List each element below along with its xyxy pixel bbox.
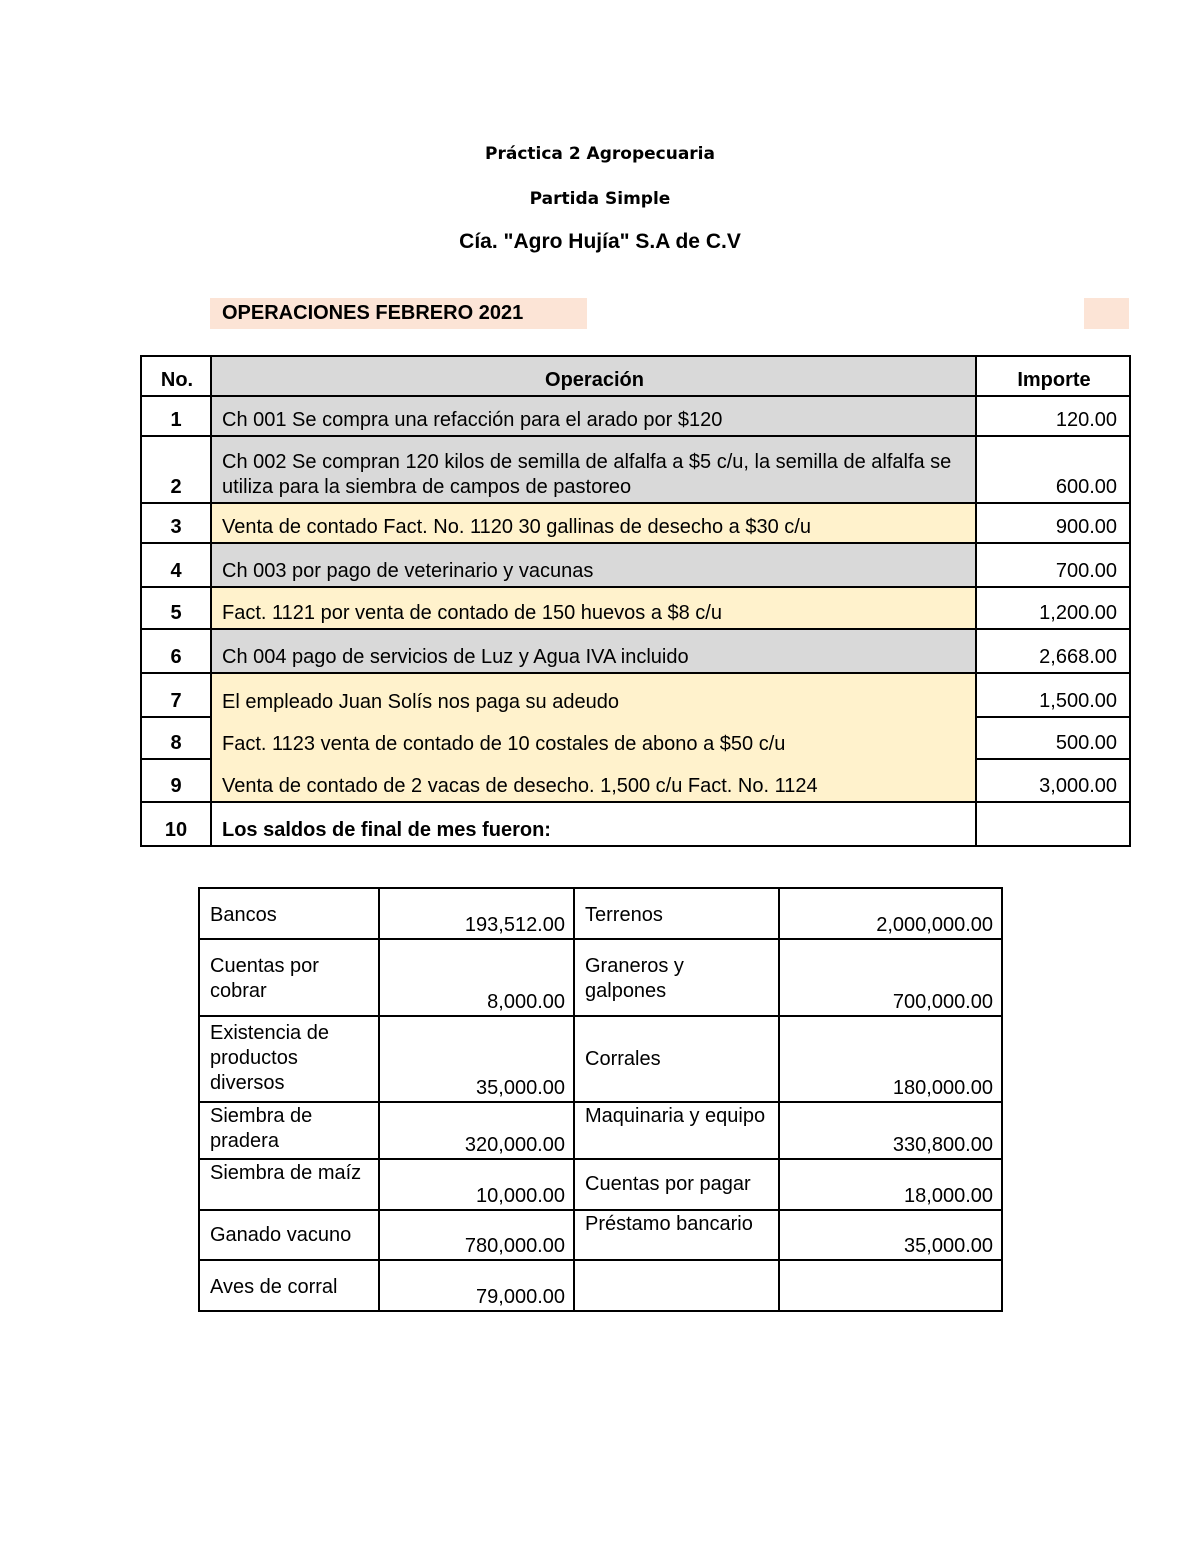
account-label: Aves de corral (199, 1260, 379, 1311)
column-header-no: No. (141, 356, 211, 396)
operation-amount: 120.00 (976, 396, 1130, 436)
account-value: 2,000,000.00 (779, 888, 1002, 939)
column-header-operation: Operación (211, 356, 976, 396)
table-row (199, 1159, 1002, 1210)
table-header-row (141, 356, 1130, 396)
table-row (141, 717, 1130, 759)
operation-amount: 600.00 (976, 436, 1130, 503)
operation-amount: 2,668.00 (976, 629, 1130, 673)
account-label: Cuentas por pagar (574, 1159, 779, 1210)
table-row (141, 673, 1130, 717)
table-row (199, 1102, 1002, 1159)
account-label: Existencia de productos diversos (199, 1016, 379, 1102)
table-row (141, 759, 1130, 802)
operation-number: 1 (141, 396, 211, 436)
operation-description: Ch 004 pago de servicios de Luz y Agua IVA incluido (211, 629, 976, 673)
account-label: Maquinaria y equipo (574, 1102, 779, 1159)
operation-amount: 1,200.00 (976, 587, 1130, 629)
table-row (141, 802, 1130, 846)
account-value: 18,000.00 (779, 1159, 1002, 1210)
operation-amount (976, 802, 1130, 846)
account-value: 8,000.00 (379, 939, 574, 1016)
table-row (199, 939, 1002, 1016)
operation-description: Ch 003 por pago de veterinario y vacunas (211, 543, 976, 587)
operation-number: 9 (141, 759, 211, 802)
table-row (199, 1260, 1002, 1311)
balances-table (198, 887, 1003, 1312)
account-value: 780,000.00 (379, 1210, 574, 1260)
account-label (574, 1260, 779, 1311)
operation-description: Venta de contado de 2 vacas de desecho. 1,500 c/u Fact. No. 1124 (211, 759, 976, 802)
account-value (779, 1260, 1002, 1311)
operation-description: Venta de contado Fact. No. 1120 30 gallinas de desecho a $30 c/u (211, 503, 976, 543)
company-name: Cía. "Agro Hujía" S.A de C.V (459, 230, 741, 253)
operation-number: 2 (141, 436, 211, 503)
highlight-swatch (1084, 298, 1129, 329)
operation-number: 4 (141, 543, 211, 587)
operation-description: El empleado Juan Solís nos paga su adeudo (211, 673, 976, 717)
account-value: 330,800.00 (779, 1102, 1002, 1159)
operation-amount: 1,500.00 (976, 673, 1130, 717)
operation-description: Fact. 1121 por venta de contado de 150 huevos a $8 c/u (211, 587, 976, 629)
operation-amount: 900.00 (976, 503, 1130, 543)
operation-number: 3 (141, 503, 211, 543)
page-subtitle: Partida Simple (529, 189, 671, 209)
operation-amount: 700.00 (976, 543, 1130, 587)
table-row (199, 888, 1002, 939)
page-title: Práctica 2 Agropecuaria (485, 144, 715, 164)
account-value: 700,000.00 (779, 939, 1002, 1016)
operation-amount: 500.00 (976, 717, 1130, 759)
account-label: Ganado vacuno (199, 1210, 379, 1260)
operations-table (140, 355, 1131, 847)
account-value: 320,000.00 (379, 1102, 574, 1159)
operations-section-title: OPERACIONES FEBRERO 2021 (210, 298, 587, 329)
operation-description: Ch 002 Se compran 120 kilos de semilla de alfalfa a $5 c/u, la semilla de alfalfa se utiliza para la siembra de campos de pastoreo (211, 436, 976, 503)
account-label: Siembra de pradera (199, 1102, 379, 1159)
account-label: Siembra de maíz (199, 1159, 379, 1210)
table-row (141, 587, 1130, 629)
table-row (141, 543, 1130, 587)
column-header-amount: Importe (976, 356, 1130, 396)
account-value: 193,512.00 (379, 888, 574, 939)
table-row (199, 1016, 1002, 1102)
operation-description: Ch 001 Se compra una refacción para el arado por $120 (211, 396, 976, 436)
table-row (141, 629, 1130, 673)
table-row (141, 436, 1130, 503)
operation-description: Los saldos de final de mes fueron: (211, 802, 976, 846)
account-label: Cuentas por cobrar (199, 939, 379, 1016)
account-label: Bancos (199, 888, 379, 939)
account-value: 35,000.00 (779, 1210, 1002, 1260)
account-value: 180,000.00 (779, 1016, 1002, 1102)
account-label: Terrenos (574, 888, 779, 939)
account-value: 10,000.00 (379, 1159, 574, 1210)
account-value: 79,000.00 (379, 1260, 574, 1311)
operation-number: 10 (141, 802, 211, 846)
table-row (141, 503, 1130, 543)
account-value: 35,000.00 (379, 1016, 574, 1102)
account-label: Préstamo bancario (574, 1210, 779, 1260)
operation-amount: 3,000.00 (976, 759, 1130, 802)
operation-description: Fact. 1123 venta de contado de 10 costales de abono a $50 c/u (211, 717, 976, 759)
account-label: Graneros y galpones (574, 939, 779, 1016)
operation-number: 8 (141, 717, 211, 759)
table-row (141, 396, 1130, 436)
operation-number: 7 (141, 673, 211, 717)
operation-number: 6 (141, 629, 211, 673)
operation-number: 5 (141, 587, 211, 629)
account-label: Corrales (574, 1016, 779, 1102)
table-row (199, 1210, 1002, 1260)
